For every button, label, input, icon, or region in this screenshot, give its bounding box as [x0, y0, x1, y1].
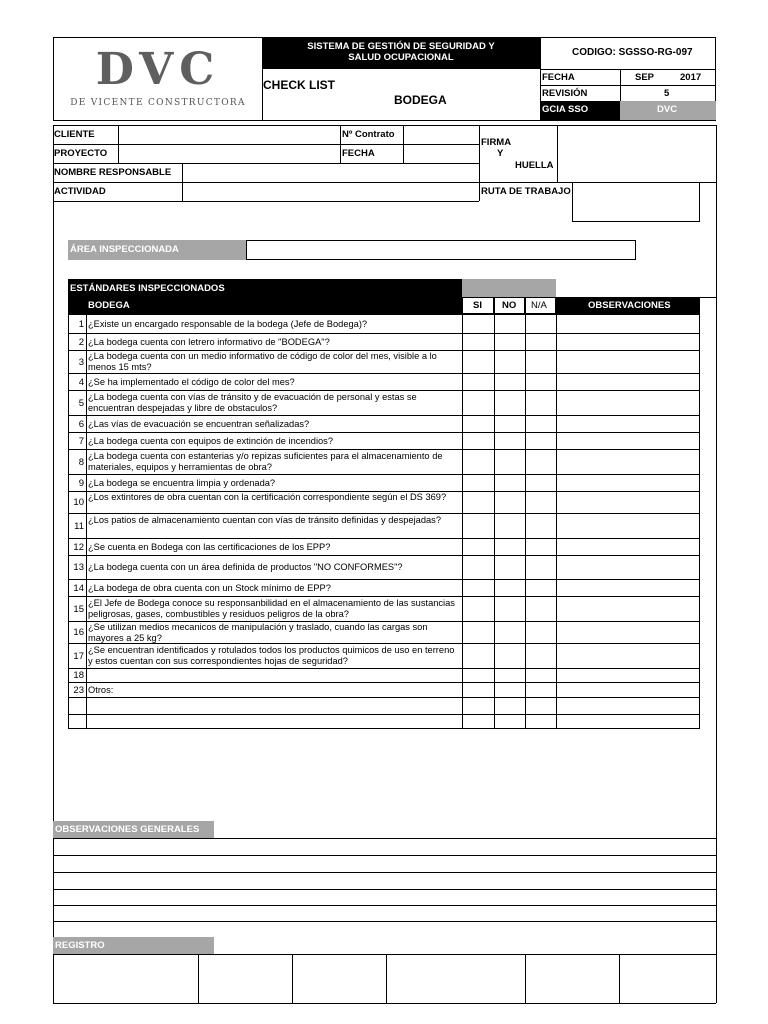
gcia-label-cell [540, 101, 620, 120]
si-cell[interactable] [463, 683, 494, 697]
row-number: 13 [73, 562, 84, 573]
row-number: 8 [78, 456, 84, 468]
na-cell[interactable] [526, 715, 556, 728]
na-cell[interactable] [526, 597, 556, 621]
no-cell[interactable] [495, 539, 525, 555]
revision-label: REVISIÓN [542, 88, 588, 99]
si-cell[interactable] [463, 450, 494, 474]
area-inspeccionada-field[interactable] [246, 240, 636, 260]
row-question: ¿La bodega cuenta con vías de tránsito y de evacuación de personal y estas se encuentran despejadas y libre de obstaculos? [88, 392, 417, 413]
observation-cell[interactable] [557, 580, 700, 596]
table-row [68, 644, 700, 669]
obs-generales-label: OBSERVACIONES GENERALES [55, 824, 200, 835]
observation-cell[interactable] [557, 539, 700, 555]
ruta-label: RUTA DE TRABAJO [481, 186, 571, 197]
si-cell[interactable] [463, 556, 494, 579]
observation-cell[interactable] [557, 416, 700, 432]
no-cell[interactable] [495, 580, 525, 596]
na-cell[interactable] [526, 475, 556, 491]
logo-text: DVC [95, 44, 221, 95]
row-question: ¿Las vías de evacuación se encuentran señalizadas? [88, 418, 310, 429]
row-question: ¿El Jefe de Bodega conoce su responsanbilidad en el almacenamiento de las sustancias peligrosas, gases, combustibles y residuos peligros de la obra? [88, 598, 455, 619]
observation-cell[interactable] [557, 715, 700, 728]
cliente-label: CLIENTE [54, 129, 95, 140]
no-cell[interactable] [495, 597, 525, 621]
proyecto-label: PROYECTO [54, 148, 108, 159]
na-cell[interactable] [526, 622, 556, 643]
table-row [68, 683, 700, 698]
na-cell[interactable] [526, 556, 556, 579]
si-cell[interactable] [463, 597, 494, 621]
col-si-header: SI [473, 300, 482, 311]
no-cell[interactable] [495, 644, 525, 668]
gcia-value: DVC [657, 104, 678, 115]
responsable-label: NOMBRE RESPONSABLE [54, 167, 172, 178]
col-no-header: NO [502, 300, 517, 311]
info-fecha-field[interactable] [404, 145, 478, 163]
si-cell[interactable] [463, 715, 494, 728]
observation-cell[interactable] [557, 450, 700, 474]
si-cell[interactable] [463, 374, 494, 390]
row-number: 14 [73, 582, 84, 594]
table-row [68, 539, 700, 556]
logo-subtitle: DE VICENTE CONSTRUCTORA [70, 98, 246, 108]
table-row [68, 433, 700, 450]
info-fecha-label: FECHA [342, 148, 375, 159]
system-title [262, 37, 540, 69]
registro-field[interactable] [54, 955, 715, 1002]
obs-generales-field[interactable] [54, 839, 715, 921]
observation-cell[interactable] [557, 492, 700, 513]
observation-cell[interactable] [557, 475, 700, 491]
observation-cell[interactable] [557, 334, 700, 350]
observation-cell[interactable] [557, 351, 700, 373]
na-cell[interactable] [526, 450, 556, 474]
si-cell[interactable] [463, 669, 494, 682]
si-cell[interactable] [463, 698, 494, 714]
observation-cell[interactable] [557, 391, 700, 415]
no-cell[interactable] [495, 334, 525, 350]
row-question: ¿La bodega cuenta con un área definida de productos "NO CONFORMES"? [88, 562, 403, 572]
no-cell[interactable] [495, 433, 525, 449]
revision-value: 5 [664, 88, 670, 99]
no-cell[interactable] [495, 492, 525, 513]
row-question: ¿Se ha implementado el código de color del mes? [88, 376, 295, 387]
form-code: CODIGO: SGSSO-RG-097 [572, 47, 693, 58]
table-row [68, 622, 700, 644]
na-cell[interactable] [526, 391, 556, 415]
standards-title: ESTÁNDARES INSPECCIONADOS [70, 283, 225, 294]
fecha-year: 2017 [680, 72, 702, 83]
na-cell[interactable] [526, 669, 556, 682]
registro-label-cell [53, 937, 214, 954]
no-cell[interactable] [495, 698, 525, 714]
actividad-field[interactable] [183, 183, 478, 201]
col-na-header: N/A [531, 300, 547, 311]
observation-cell[interactable] [557, 644, 700, 668]
system-title-text: SISTEMA DE GESTIÓN DE SEGURIDAD Y SALUD OCUPACIONAL [307, 41, 495, 63]
si-cell[interactable] [463, 492, 494, 513]
observation-cell[interactable] [557, 597, 700, 621]
table-row [68, 514, 700, 539]
company-logo [54, 38, 262, 120]
observation-cell[interactable] [557, 556, 700, 579]
si-cell[interactable] [463, 622, 494, 643]
area-inspeccionada-label-cell [68, 240, 246, 260]
si-cell[interactable] [463, 315, 494, 333]
contrato-field[interactable] [404, 126, 478, 144]
firma-label-3: HUELLA [515, 160, 554, 171]
na-cell[interactable] [526, 539, 556, 555]
no-cell[interactable] [495, 374, 525, 390]
observation-cell[interactable] [557, 315, 700, 333]
na-cell[interactable] [526, 514, 556, 538]
na-cell[interactable] [526, 374, 556, 390]
gcia-value-cell [620, 101, 716, 120]
contrato-label: Nº Contrato [342, 129, 395, 140]
si-cell[interactable] [463, 433, 494, 449]
na-cell[interactable] [526, 683, 556, 697]
row-number: 11 [74, 520, 84, 532]
fecha-month: SEP [635, 72, 655, 83]
table-row [68, 416, 700, 433]
row-number: 18 [73, 670, 84, 681]
standards-section-bar [68, 297, 462, 314]
row-number: 23 [73, 684, 84, 696]
no-cell[interactable] [495, 556, 525, 579]
no-cell[interactable] [495, 450, 525, 474]
na-cell[interactable] [526, 698, 556, 714]
table-row [68, 597, 700, 622]
table-row [68, 314, 700, 334]
observation-cell[interactable] [557, 622, 700, 643]
table-row [68, 715, 700, 729]
na-cell[interactable] [526, 416, 556, 432]
row-question: ¿Se cuenta en Bodega con las certificaciones de los EPP? [88, 541, 331, 552]
ruta-field[interactable] [572, 182, 700, 222]
no-cell[interactable] [495, 416, 525, 432]
no-cell[interactable] [495, 351, 525, 373]
row-number: 17 [73, 650, 84, 662]
row-number: 3 [78, 356, 84, 368]
col-obs-header: OBSERVACIONES [588, 300, 671, 311]
firma-label-2: Y [497, 148, 504, 159]
row-number: 9 [78, 477, 84, 489]
row-number: 12 [73, 541, 84, 553]
row-number: 10 [73, 497, 84, 508]
si-cell[interactable] [463, 334, 494, 350]
row-number: 1 [78, 319, 84, 330]
area-inspeccionada-label: ÁREA INSPECCIONADA [70, 244, 179, 255]
table-row [68, 698, 700, 715]
na-cell[interactable] [526, 644, 556, 668]
table-row [68, 580, 700, 597]
table-row [68, 351, 700, 374]
responsable-field[interactable] [183, 164, 478, 182]
standards-section: BODEGA [88, 300, 130, 311]
row-question: ¿Se utilizan medios mecanicos de manipulación y traslado, cuando las cargas son mayores a 25 kg? [88, 621, 428, 643]
table-row [68, 374, 700, 391]
row-question: ¿La bodega cuenta con estanterias y/o repizas suficientes para el almacenamiento de materiales, equipos y herramientas de obra? [88, 451, 443, 472]
observation-cell[interactable] [557, 433, 700, 449]
actividad-label: ACTIVIDAD [54, 186, 106, 197]
row-number: 2 [78, 336, 84, 348]
na-cell[interactable] [526, 492, 556, 513]
row-question: ¿Los extintores de obra cuentan con la certificación correspondiente según el DS 369? [88, 491, 447, 502]
row-number: 5 [78, 397, 84, 409]
row-question: ¿La bodega cuenta con un medio informativo de código de color del mes, visible a lo menos 15 mts? [88, 351, 437, 372]
si-cell[interactable] [463, 644, 494, 668]
firma-field[interactable] [558, 126, 715, 182]
si-cell[interactable] [463, 514, 494, 538]
no-cell[interactable] [495, 622, 525, 643]
row-number: 7 [78, 435, 84, 447]
observation-cell[interactable] [557, 514, 700, 538]
obs-generales-label-cell [53, 821, 214, 838]
no-cell[interactable] [495, 475, 525, 491]
si-cell[interactable] [463, 475, 494, 491]
table-row [68, 475, 700, 492]
si-cell[interactable] [463, 539, 494, 555]
fecha-label: FECHA [542, 72, 575, 83]
observation-cell[interactable] [557, 374, 700, 390]
standards-title-bar [68, 279, 462, 297]
no-cell[interactable] [495, 683, 525, 697]
si-cell[interactable] [463, 351, 494, 373]
table-row [68, 556, 700, 580]
na-cell[interactable] [526, 315, 556, 333]
row-question: ¿Existe un encargado responsable de la bodega (Jefe de Bodega)? [88, 319, 368, 329]
row-number: 16 [73, 627, 84, 638]
na-cell[interactable] [526, 334, 556, 350]
table-row [68, 492, 700, 514]
gcia-label: GCIA SSO [542, 104, 589, 115]
cliente-field[interactable] [119, 126, 339, 144]
na-cell[interactable] [526, 580, 556, 596]
proyecto-field[interactable] [119, 145, 339, 163]
na-cell[interactable] [526, 433, 556, 449]
no-cell[interactable] [495, 715, 525, 728]
na-cell[interactable] [526, 351, 556, 373]
observation-cell[interactable] [557, 698, 700, 714]
row-question: ¿Los patios de almacenamiento cuentan con vías de tránsito definidas y despejadas? [88, 515, 441, 525]
row-number: 4 [78, 376, 84, 388]
si-cell[interactable] [463, 416, 494, 432]
table-row [68, 391, 700, 416]
table-row [68, 334, 700, 351]
checklist-label: CHECK LIST [263, 78, 335, 92]
si-cell[interactable] [463, 391, 494, 415]
no-cell[interactable] [495, 514, 525, 538]
row-question: ¿La bodega cuenta con equipos de extinción de incendios? [88, 435, 334, 446]
observation-cell[interactable] [557, 669, 700, 682]
registro-label: REGISTRO [55, 940, 105, 951]
no-cell[interactable] [495, 391, 525, 415]
area-title: BODEGA [394, 93, 447, 107]
observation-cell[interactable] [557, 683, 700, 697]
row-number: 15 [73, 603, 84, 615]
row-question: ¿La bodega de obra cuenta con un Stock mínimo de EPP? [88, 582, 331, 593]
si-cell[interactable] [463, 580, 494, 596]
no-cell[interactable] [495, 315, 525, 333]
table-row [68, 669, 700, 683]
firma-label-1: FIRMA [481, 137, 512, 148]
row-question: ¿La bodega cuenta con letrero informativo de "BODEGA"? [88, 336, 330, 347]
row-question: ¿Se encuentran identificados y rotulados todos los productos quimicos de uso en terreno y estos cuentan con sus correspondientes hojas de seguridad? [88, 645, 455, 666]
row-number: 6 [78, 418, 84, 430]
no-cell[interactable] [495, 669, 525, 682]
row-question: Otros: [88, 684, 114, 695]
row-question: ¿La bodega se encuentra limpia y ordenada? [88, 477, 276, 488]
table-row [68, 450, 700, 475]
